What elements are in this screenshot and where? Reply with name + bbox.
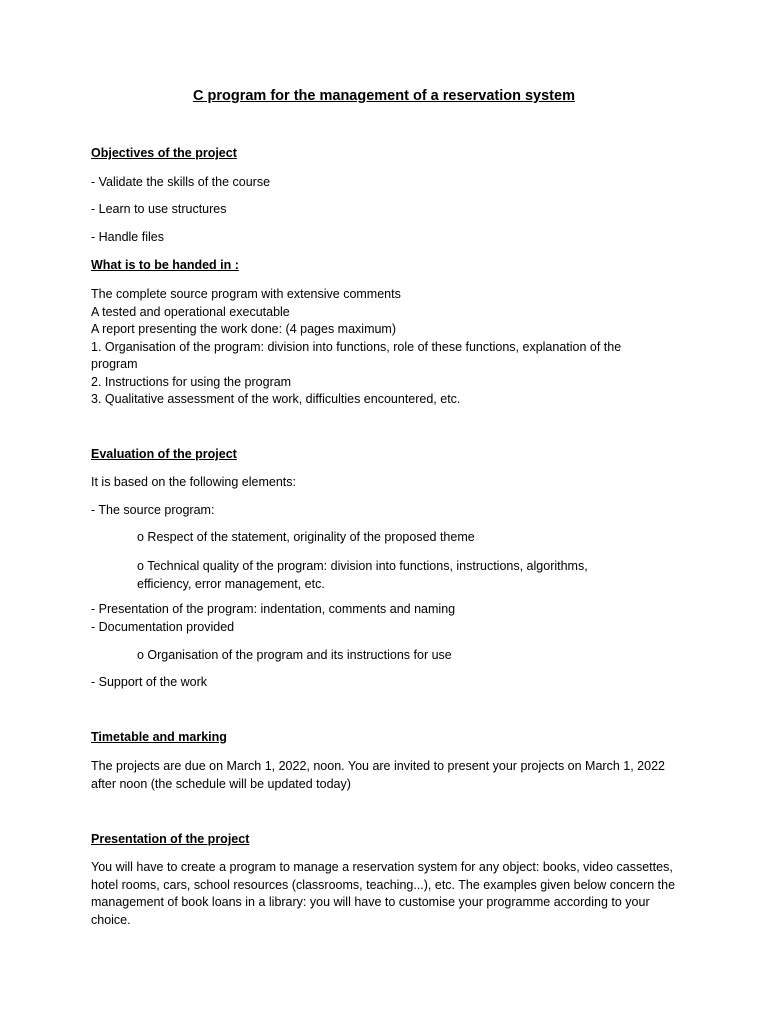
handed-in-line: program — [91, 357, 138, 371]
evaluation-documentation: - Documentation provided — [91, 620, 235, 634]
handed-in-line: 1. Organisation of the program: division into functions, role of these functions, explanation of the — [91, 339, 622, 354]
document-title: C program for the management of a reservation system — [193, 88, 575, 104]
handed-in-line: 2. Instructions for using the program — [91, 374, 292, 389]
handed-in-line: A tested and operational executable — [91, 304, 290, 319]
handed-in-line: A report presenting the work done: (4 pages maximum) — [91, 322, 397, 336]
timetable-text: The projects are due on March 1, 2022, noon. You are invited to present your projects on March 1, 2022 after noon (the schedule will be updated today) — [91, 759, 665, 791]
objective-item: - Validate the skills of the course — [91, 175, 271, 189]
handed-in-line: The complete source program with extensive comments — [91, 287, 401, 301]
evaluation-presentation: - Presentation of the program: indentation, comments and naming — [91, 602, 456, 616]
evaluation-heading: Evaluation of the project — [91, 447, 237, 461]
timetable-heading: Timetable and marking — [91, 730, 227, 744]
evaluation-source-program: - The source program: — [91, 503, 215, 517]
handed-in-heading: What is to be handed in : — [91, 258, 239, 272]
presentation-heading: Presentation of the project — [91, 832, 250, 846]
evaluation-sub-item: o Organisation of the program and its instructions for use — [137, 648, 452, 662]
evaluation-support: - Support of the work — [91, 675, 208, 689]
handed-in-list — [91, 286, 621, 409]
evaluation-sub-item: o Technical quality of the program: division into functions, instructions, algorithms, efficiency, error management, etc. — [137, 559, 588, 591]
evaluation-intro: It is based on the following elements: — [91, 475, 296, 489]
objective-item: - Learn to use structures — [91, 202, 227, 216]
presentation-text: You will have to create a program to manage a reservation system for any object: books, video cassettes, hotel rooms, cars, school resources (classrooms, teaching...), etc. The examples given below concern the management of book loans in a library: you will have to customise your programme according to your choice. — [91, 860, 676, 927]
objectives-heading: Objectives of the project — [91, 146, 237, 160]
objective-item: - Handle files — [91, 230, 164, 244]
evaluation-sub-item: o Respect of the statement, originality of the proposed theme — [137, 530, 475, 544]
handed-in-line: 3. Qualitative assessment of the work, difficulties encountered, etc. — [91, 392, 461, 406]
